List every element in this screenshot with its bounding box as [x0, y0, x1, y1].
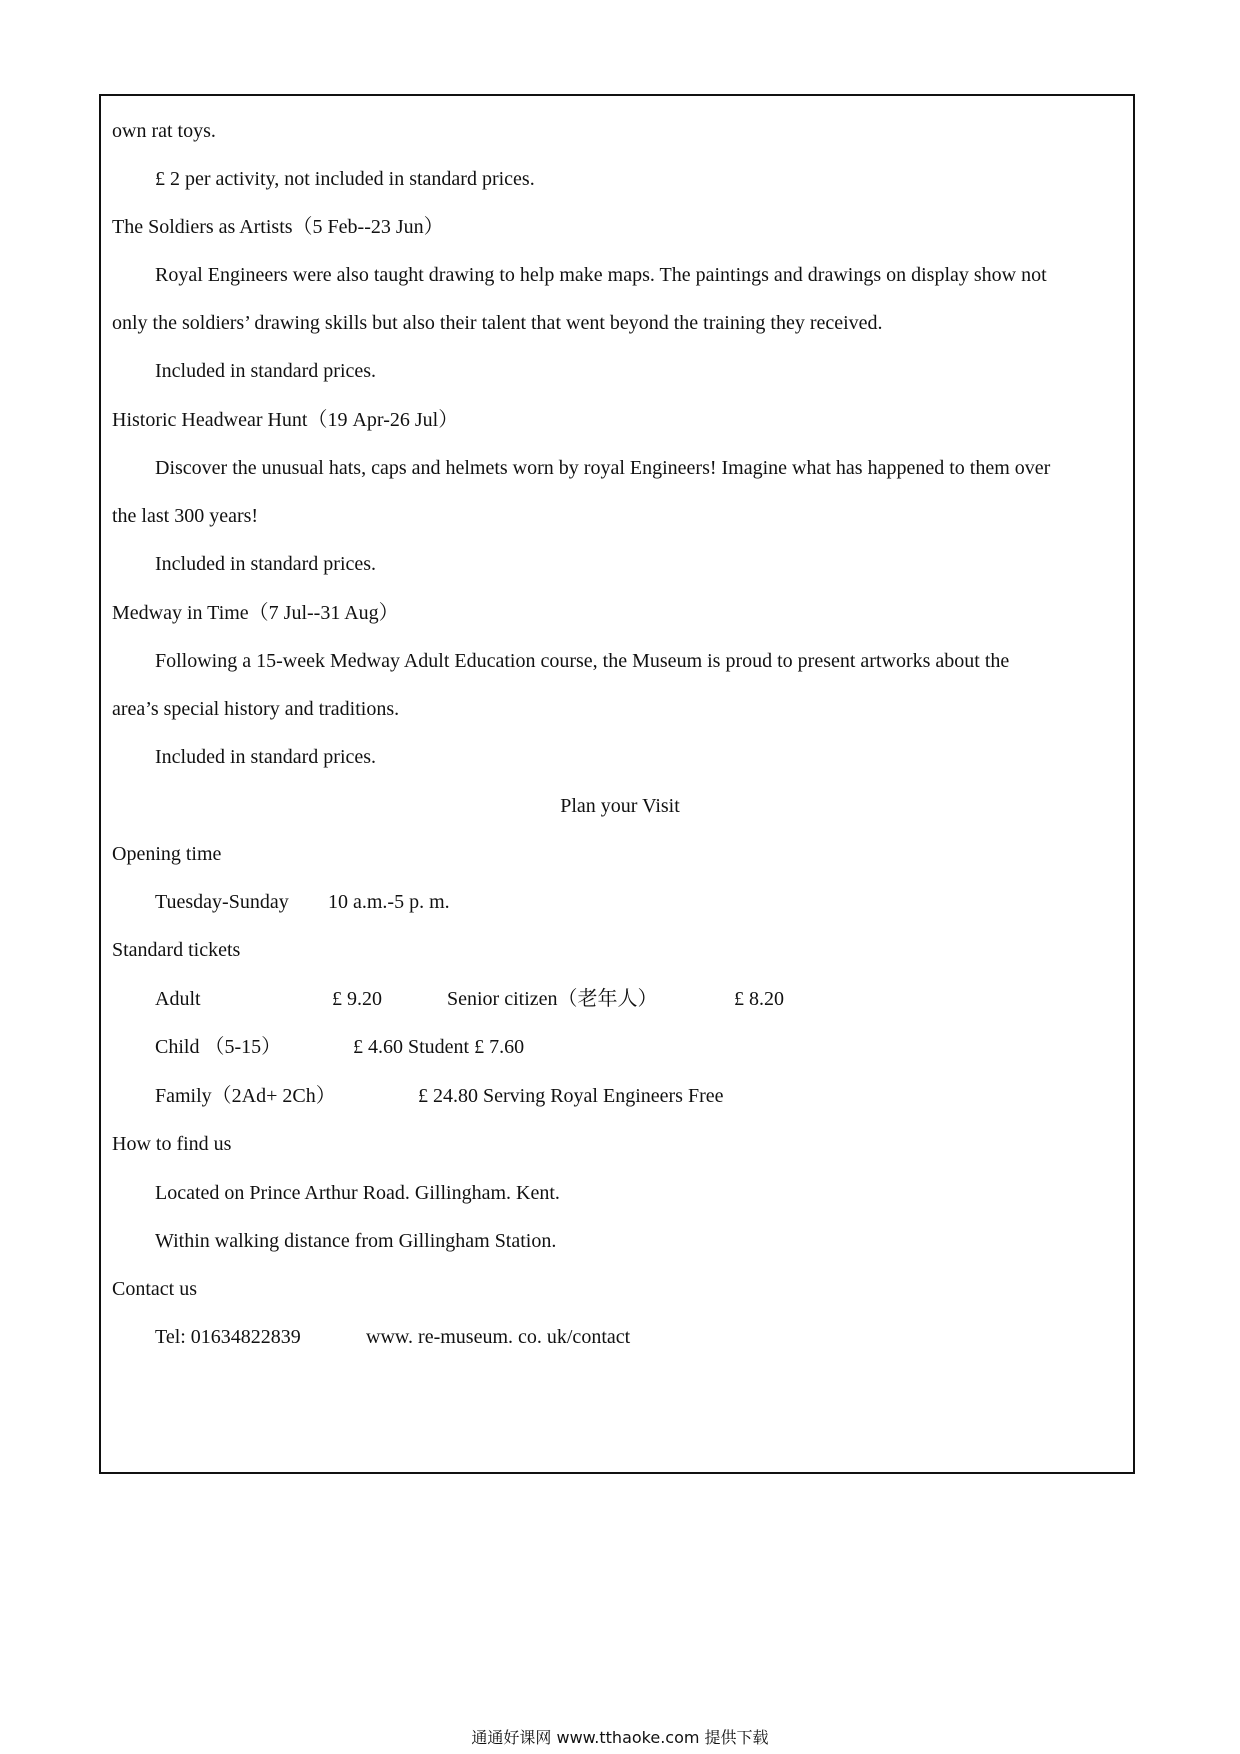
standard-tickets-heading: Standard tickets: [112, 939, 241, 961]
price-note: Included in standard prices.: [155, 553, 377, 575]
location-line: Located on Prince Arthur Road. Gillingham. Kent.: [155, 1182, 560, 1204]
event-description-line: the last 300 years!: [112, 505, 259, 527]
event-heading-headwear-hunt: Historic Headwear Hunt（19 Apr-26 Jul）: [112, 409, 459, 431]
event-description-line: only the soldiers’ drawing skills but also their talent that went beyond the training they received.: [112, 312, 883, 334]
ticket-child-label: Child （5-15）: [155, 1036, 282, 1058]
ticket-family-label: Family（2Ad+ 2Ch）: [155, 1085, 336, 1107]
content-frame: [99, 94, 1135, 1474]
ticket-senior-label: Senior citizen（老年人）: [447, 988, 658, 1010]
ticket-adult-price: £ 9.20: [332, 988, 382, 1010]
price-note: £ 2 per activity, not included in standard prices.: [155, 168, 535, 190]
price-note: Included in standard prices.: [155, 360, 377, 382]
event-description-line: Discover the unusual hats, caps and helmets worn by royal Engineers! Imagine what has happened to them over: [155, 457, 1051, 479]
event-heading-soldiers-artists: The Soldiers as Artists（5 Feb--23 Jun）: [112, 216, 444, 238]
opening-hours: 10 a.m.-5 p. m.: [328, 891, 450, 913]
event-heading-medway-in-time: Medway in Time（7 Jul--31 Aug）: [112, 602, 399, 624]
opening-time-heading: Opening time: [112, 843, 222, 865]
contact-phone: Tel: 01634822839: [155, 1326, 301, 1348]
ticket-child-student-prices: £ 4.60 Student £ 7.60: [353, 1036, 525, 1058]
contact-heading: Contact us: [112, 1278, 197, 1300]
location-line: Within walking distance from Gillingham Station.: [155, 1230, 557, 1252]
event-description-line: Following a 15-week Medway Adult Education course, the Museum is proud to present artworks about the: [155, 650, 1010, 672]
footer-watermark: 通通好课网 www.tthaoke.com 提供下载: [471, 1728, 769, 1747]
section-title-plan-visit: Plan your Visit: [560, 795, 680, 817]
ticket-senior-price: £ 8.20: [734, 988, 784, 1010]
text-line: own rat toys.: [112, 120, 216, 142]
ticket-family-price: £ 24.80 Serving Royal Engineers Free: [418, 1085, 724, 1107]
ticket-adult-label: Adult: [155, 988, 201, 1010]
find-us-heading: How to find us: [112, 1133, 232, 1155]
opening-days: Tuesday-Sunday: [155, 891, 289, 913]
contact-website: www. re-museum. co. uk/contact: [366, 1326, 631, 1348]
price-note: Included in standard prices.: [155, 746, 377, 768]
event-description-line: Royal Engineers were also taught drawing to help make maps. The paintings and drawings on display show not: [155, 264, 1047, 286]
event-description-line: area’s special history and traditions.: [112, 698, 400, 720]
